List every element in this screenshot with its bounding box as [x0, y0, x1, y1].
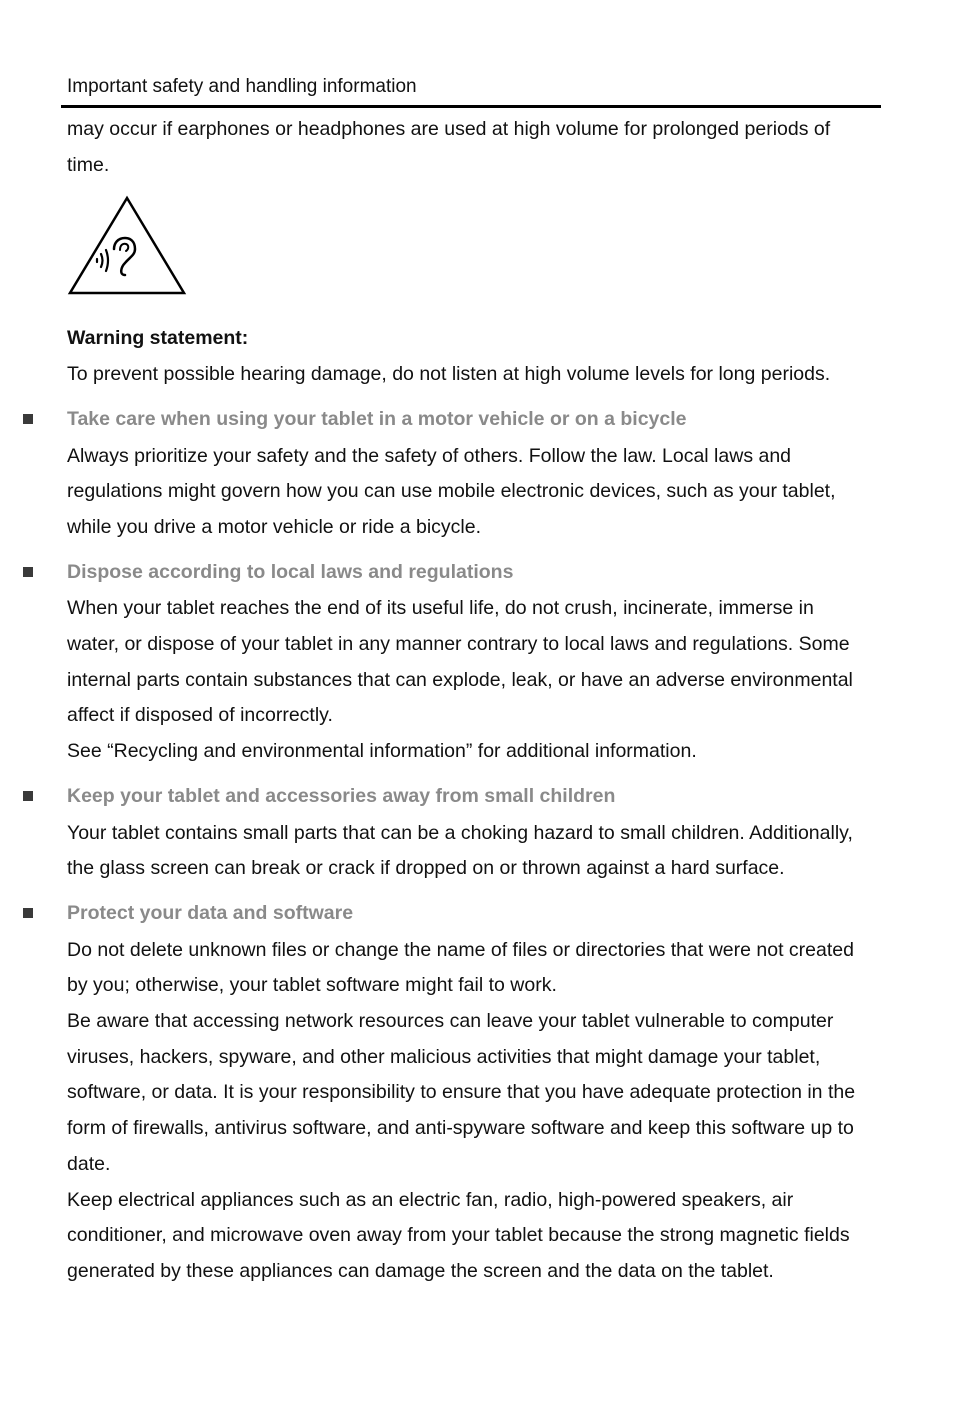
- warning-text: To prevent possible hearing damage, do not listen at high volume levels for long periods.: [67, 363, 831, 386]
- section-line: affect if disposed of incorrectly.: [67, 704, 333, 727]
- section-title: [67, 555, 882, 591]
- section-line: Your tablet contains small parts that can be a choking hazard to small children. Additionally,: [67, 821, 853, 844]
- section-line: Keep electrical appliances such as an electric fan, radio, high-powered speakers, air: [67, 1188, 794, 1211]
- section-line: Be aware that accessing network resources can leave your tablet vulnerable to computer: [67, 1010, 834, 1033]
- section-title: [67, 896, 882, 932]
- section-line: the glass screen can break or crack if dropped on or thrown against a hard surface.: [67, 857, 785, 880]
- section-title: [67, 402, 882, 438]
- section-line: by you; otherwise, your tablet software might fail to work.: [67, 974, 557, 997]
- section-line: date.: [67, 1152, 111, 1175]
- section-title-text: Dispose according to local laws and regulations: [67, 560, 514, 583]
- section-line: conditioner, and microwave oven away from your tablet because the strong magnetic fields: [67, 1224, 850, 1247]
- section-line: Do not delete unknown files or change the name of files or directories that were not created: [67, 938, 854, 961]
- section-title-text: Keep your tablet and accessories away from small children: [67, 784, 616, 807]
- section-title-text: Take care when using your tablet in a motor vehicle or on a bicycle: [67, 407, 687, 430]
- section-line: regulations might govern how you can use mobile electronic devices, such as your tablet,: [67, 480, 836, 503]
- section-title: [67, 779, 882, 815]
- hearing-warning-icon: [67, 183, 882, 313]
- section-line: generated by these appliances can damage the screen and the data on the tablet.: [67, 1259, 774, 1282]
- intro-line: time.: [67, 153, 110, 176]
- section-line: form of firewalls, antivirus software, and anti-spyware software and keep this software up to: [67, 1117, 854, 1140]
- page-content: [67, 112, 882, 1290]
- header-rule: [61, 105, 881, 108]
- square-bullet-icon: [23, 567, 33, 577]
- square-bullet-icon: [23, 414, 33, 424]
- section-line: internal parts contain substances that can explode, leak, or have an adverse environmental: [67, 668, 853, 691]
- section-line: When your tablet reaches the end of its useful life, do not crush, incinerate, immerse in: [67, 597, 814, 620]
- section-line: water, or dispose of your tablet in any manner contrary to local laws and regulations. Some: [67, 633, 850, 656]
- section-line: See “Recycling and environmental information” for additional information.: [67, 740, 697, 763]
- page-header: Important safety and handling information: [67, 76, 417, 97]
- warning-heading: Warning statement:: [67, 327, 249, 350]
- square-bullet-icon: [23, 791, 33, 801]
- section-line: while you drive a motor vehicle or ride a bicycle.: [67, 515, 482, 538]
- section-line: viruses, hackers, spyware, and other malicious activities that might damage your tablet,: [67, 1045, 821, 1068]
- section-line: software, or data. It is your responsibility to ensure that you have adequate protection in the: [67, 1081, 856, 1104]
- section-title-text: Protect your data and software: [67, 901, 354, 924]
- intro-line: may occur if earphones or headphones are used at high volume for prolonged periods of: [67, 118, 831, 140]
- section-line: Always prioritize your safety and the safety of others. Follow the law. Local laws and: [67, 444, 792, 467]
- square-bullet-icon: [23, 908, 33, 918]
